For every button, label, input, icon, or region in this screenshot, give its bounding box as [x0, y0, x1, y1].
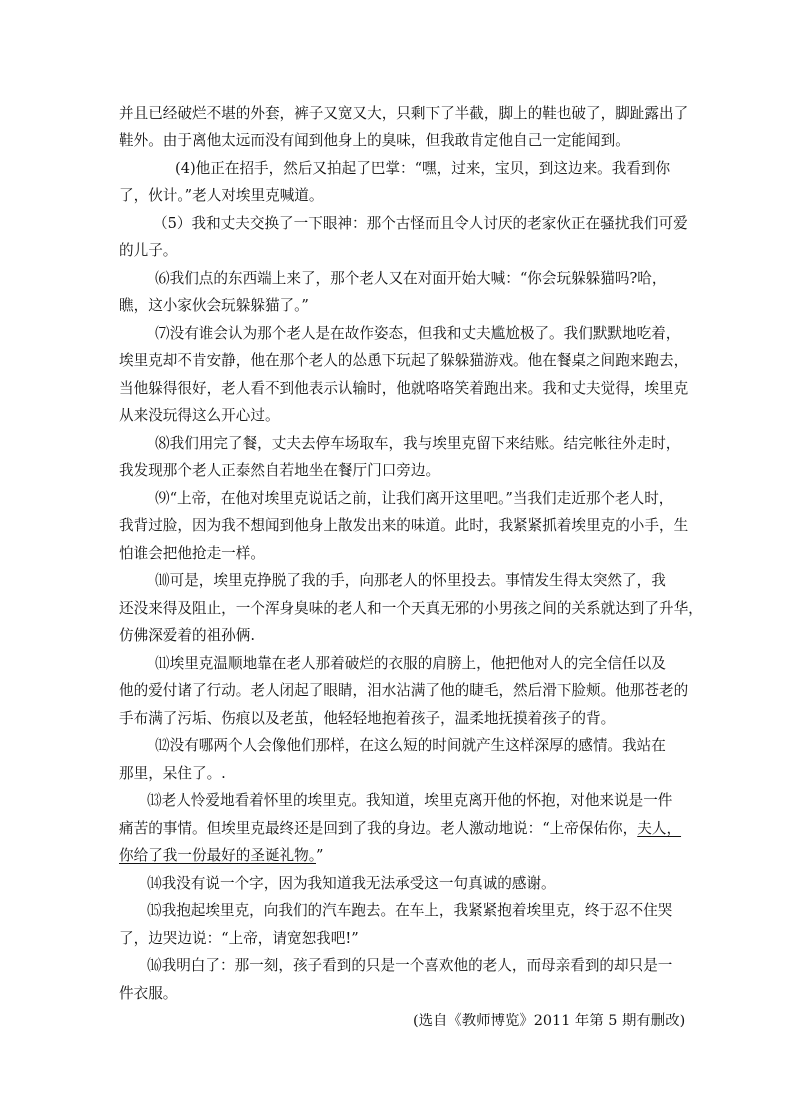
paragraph-11-line-3: 手布满了污垢、伤痕以及老茧，他轻轻地抱着孩子，温柔地抚摸着孩子的背。	[119, 710, 616, 727]
paragraph-13-line-2	[119, 815, 681, 843]
paragraph-10-line-3: 仿佛深爱着的祖孙俩.	[119, 627, 255, 644]
paragraph-16-line-1: ⒃我明白了：那一刻，孩子看到的只是一个喜欢他的老人，而母亲看到的却只是一	[147, 957, 673, 974]
paragraph-15-line-2: 了，边哭边说：“上帝，请宽恕我吧!”	[119, 930, 359, 947]
paragraph-8-line-2: 我发现那个老人正泰然自若地坐在餐厅门口旁边。	[119, 462, 441, 479]
paragraph-16-line-2: 件衣服。	[119, 985, 178, 1002]
paragraph-13-line-3	[119, 842, 323, 870]
paragraph-9-line-3: 怕谁会把他抢走一样。	[119, 545, 265, 562]
paragraph-7-line-4: 从来没玩得这么开心过。	[119, 407, 280, 424]
paragraph-11-line-1: ⑾埃里克温顺地靠在老人那着破烂的衣服的肩膀上，他把他对人的完全信任以及	[155, 655, 666, 672]
paragraph-5-line-2: 的儿子。	[119, 242, 178, 259]
paragraph-12-line-2: 那里，呆住了。.	[119, 765, 226, 782]
paragraph-13-line-1: ⒀老人怜爱地看着怀里的埃里克。我知道，埃里克离开他的怀抱，对他来说是一件	[147, 792, 673, 809]
paragraph-7-line-3: 当他躲得很好，老人看不到他表示认输时，他就咯咯笑着跑出来。我和丈夫觉得，埃里克	[119, 380, 689, 397]
paragraph-4-line-2: 了，伙计。”老人对埃里克喊道。	[119, 187, 324, 204]
paragraph-9-line-2: 我背过脸，因为我不想闻到他身上散发出来的味道。此时，我紧紧抓着埃里克的小手，生	[119, 517, 689, 534]
paragraph-10-line-1: ⑽可是，埃里克挣脱了我的手，向那老人的怀里投去。事情发生得太突然了，我	[155, 572, 666, 589]
underlined-phrase-part-2: 你给了我一份最好的圣诞礼物。	[119, 847, 317, 864]
paragraph-14-line-1: ⒁我没有说一个字，因为我知道我无法承受这一句真诚的感谢。	[147, 875, 556, 892]
paragraph-13-line-2-text: 痛苦的事情。但埃里克最终还是回到了我的身边。老人激动地说：“上帝保佑你，	[119, 820, 638, 837]
source-citation: (选自《教师博览》2011 年第 5 期有删改)	[413, 1013, 686, 1029]
paragraph-15-line-1: ⒂我抱起埃里克，向我们的汽车跑去。在车上，我紧紧抱着埃里克，终于忍不住哭	[147, 902, 673, 919]
paragraph-10-line-2: 还没来得及阻止，一个浑身臭味的老人和一个天真无邪的小男孩之间的关系就达到了升华，	[119, 600, 703, 617]
paragraph-9-line-1: ⑼“上帝，在他对埃里克说话之前，让我们离开这里吧。”当我们走近那个老人时，	[155, 490, 674, 507]
paragraph-6-line-2: 瞧，这小家伙会玩躲躲猫了。”	[119, 297, 309, 314]
paragraph-12-line-1: ⑿没有哪两个人会像他们那样，在这么短的时间就产生这样深厚的感情。我站在	[155, 737, 666, 754]
paragraph-11-line-2: 他的爱付诸了行动。老人闭起了眼睛，泪水沾满了他的睫毛，然后滑下脸颊。他那苍老的	[119, 682, 689, 699]
paragraph-3-line-1: 并且已经破烂不堪的外套，裤子又宽又大，只剩下了半截，脚上的鞋也破了，脚趾露出了	[119, 105, 689, 122]
paragraph-7-line-2: 埃里克却不肯安静，他在那个老人的怂恿下玩起了躲躲猫游戏。他在餐桌之间跑来跑去，	[119, 352, 689, 369]
paragraph-13-line-3-tail: ”	[316, 847, 324, 864]
paragraph-8-line-1: ⑻我们用完了餐，丈夫去停车场取车，我与埃里克留下来结账。结完帐往外走时，	[155, 435, 681, 452]
paragraph-3-line-2: 鞋外。由于离他太远而没有闻到他身上的臭味，但我敢肯定他自己一定能闻到。	[119, 132, 630, 149]
paragraph-7-line-1: ⑺没有谁会认为那个老人是在故作姿态，但我和丈夫尴尬极了。我们默默地吃着，	[155, 325, 681, 342]
paragraph-4-line-1: (4)他正在招手，然后又拍起了巴掌：“嘿，过来，宝贝，到这边来。我看到你	[175, 160, 671, 177]
underlined-phrase-part-1: 夫人，	[637, 820, 682, 837]
paragraph-5-line-1: （5）我和丈夫交换了一下眼神：那个古怪而且令人讨厌的老家伙正在骚扰我们可爱	[153, 215, 688, 232]
paragraph-6-line-1: ⑹我们点的东西端上来了，那个老人又在对面开始大喊：“你会玩躲躲猫吗?哈，	[155, 270, 667, 287]
